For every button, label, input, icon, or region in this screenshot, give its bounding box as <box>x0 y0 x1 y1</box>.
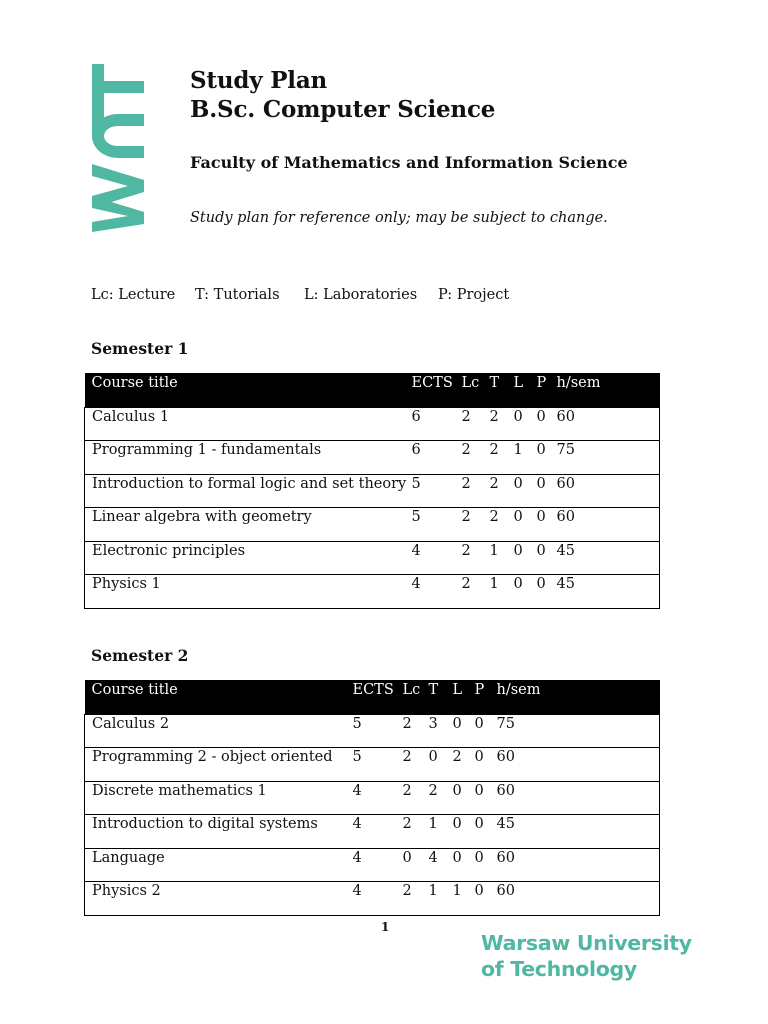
l-cell: 0 <box>514 508 537 542</box>
l-cell: 0 <box>514 575 537 609</box>
t-cell: 3 <box>429 714 453 748</box>
table-row <box>85 748 660 782</box>
semester-1-heading: Semester 1 <box>91 339 189 358</box>
hsem-cell: 45 <box>497 815 660 849</box>
ects-cell: 4 <box>412 541 462 575</box>
legend-lecture: Lc: Lecture <box>91 287 176 303</box>
table-row <box>85 575 660 609</box>
lc-cell: 0 <box>403 848 429 882</box>
p-cell: 0 <box>475 748 497 782</box>
p-cell: 0 <box>537 474 557 508</box>
course-title-cell: Electronic principles <box>85 541 412 575</box>
wordmark-line-2: of Technology <box>481 957 637 981</box>
t-cell: 2 <box>490 474 514 508</box>
col-p: P <box>475 680 497 714</box>
col-l: L <box>453 680 475 714</box>
l-cell: 1 <box>514 441 537 475</box>
t-cell: 1 <box>490 575 514 609</box>
lc-cell: 2 <box>462 541 490 575</box>
hsem-cell: 60 <box>497 882 660 916</box>
page-number: 1 <box>381 920 390 934</box>
p-cell: 0 <box>537 541 557 575</box>
hsem-cell: 60 <box>557 407 660 441</box>
hsem-cell: 60 <box>497 748 660 782</box>
col-t: T <box>490 373 514 407</box>
l-cell: 0 <box>453 714 475 748</box>
course-title-cell: Calculus 2 <box>85 714 353 748</box>
ects-cell: 5 <box>412 508 462 542</box>
hsem-cell: 45 <box>557 541 660 575</box>
l-cell: 0 <box>453 815 475 849</box>
t-cell: 2 <box>429 781 453 815</box>
lc-cell: 2 <box>403 781 429 815</box>
hsem-cell: 60 <box>557 508 660 542</box>
hsem-cell: 45 <box>557 575 660 609</box>
hsem-cell: 75 <box>557 441 660 475</box>
p-cell: 0 <box>475 815 497 849</box>
course-title-cell: Physics 1 <box>85 575 412 609</box>
p-cell: 0 <box>537 407 557 441</box>
p-cell: 0 <box>475 714 497 748</box>
col-course-title: Course title <box>85 680 353 714</box>
lc-cell: 2 <box>462 441 490 475</box>
col-lc: Lc <box>462 373 490 407</box>
table-row <box>85 815 660 849</box>
legend-laboratories: L: Laboratories <box>304 287 418 303</box>
lc-cell: 2 <box>403 882 429 916</box>
course-title-cell: Calculus 1 <box>85 407 412 441</box>
col-ects: ECTS <box>412 373 462 407</box>
l-cell: 0 <box>514 474 537 508</box>
table-row <box>85 508 660 542</box>
p-cell: 0 <box>537 508 557 542</box>
table-row <box>85 474 660 508</box>
course-title-cell: Introduction to digital systems <box>85 815 353 849</box>
ects-cell: 4 <box>353 815 403 849</box>
l-cell: 2 <box>453 748 475 782</box>
p-cell: 0 <box>475 882 497 916</box>
lc-cell: 2 <box>462 474 490 508</box>
table-row <box>85 407 660 441</box>
lc-cell: 2 <box>403 714 429 748</box>
course-title-cell: Physics 2 <box>85 882 353 916</box>
col-ects: ECTS <box>353 680 403 714</box>
ects-cell: 4 <box>353 882 403 916</box>
p-cell: 0 <box>537 441 557 475</box>
page-title: Study Plan <box>190 67 328 94</box>
col-hsem: h/sem <box>557 373 660 407</box>
course-title-cell: Programming 1 - fundamentals <box>85 441 412 475</box>
t-cell: 1 <box>429 882 453 916</box>
legend-tutorials: T: Tutorials <box>195 287 280 303</box>
course-title-cell: Language <box>85 848 353 882</box>
course-title-cell: Programming 2 - object oriented <box>85 748 353 782</box>
ects-cell: 4 <box>353 781 403 815</box>
legend <box>91 287 509 303</box>
col-t: T <box>429 680 453 714</box>
l-cell: 0 <box>453 848 475 882</box>
ects-cell: 4 <box>412 575 462 609</box>
ects-cell: 6 <box>412 407 462 441</box>
lc-cell: 2 <box>403 748 429 782</box>
col-course-title: Course title <box>85 373 412 407</box>
hsem-cell: 60 <box>497 848 660 882</box>
faculty-name: Faculty of Mathematics and Information Science <box>190 153 628 172</box>
p-cell: 0 <box>537 575 557 609</box>
course-title-cell: Linear algebra with geometry <box>85 508 412 542</box>
wut-logo-icon <box>88 64 146 232</box>
ects-cell: 5 <box>353 748 403 782</box>
semester-1-rows <box>85 407 660 608</box>
table-row <box>85 882 660 916</box>
col-p: P <box>537 373 557 407</box>
ects-cell: 4 <box>353 848 403 882</box>
table-header-row <box>85 680 660 714</box>
semester-2-rows <box>85 714 660 915</box>
title-block <box>190 66 495 124</box>
legend-project: P: Project <box>438 287 510 303</box>
university-wordmark <box>481 930 692 982</box>
hsem-cell: 75 <box>497 714 660 748</box>
col-hsem: h/sem <box>497 680 660 714</box>
p-cell: 0 <box>475 848 497 882</box>
t-cell: 0 <box>429 748 453 782</box>
table-row <box>85 848 660 882</box>
ects-cell: 5 <box>412 474 462 508</box>
t-cell: 2 <box>490 407 514 441</box>
table-header-row <box>85 373 660 407</box>
t-cell: 4 <box>429 848 453 882</box>
p-cell: 0 <box>475 781 497 815</box>
course-title-cell: Discrete mathematics 1 <box>85 781 353 815</box>
col-l: L <box>514 373 537 407</box>
lc-cell: 2 <box>403 815 429 849</box>
l-cell: 1 <box>453 882 475 916</box>
t-cell: 1 <box>490 541 514 575</box>
l-cell: 0 <box>453 781 475 815</box>
ects-cell: 6 <box>412 441 462 475</box>
program-title: B.Sc. Computer Science <box>190 96 496 123</box>
hsem-cell: 60 <box>497 781 660 815</box>
lc-cell: 2 <box>462 575 490 609</box>
t-cell: 1 <box>429 815 453 849</box>
table-row <box>85 541 660 575</box>
disclaimer-text: Study plan for reference only; may be subject to change. <box>190 210 608 226</box>
wordmark-line-1: Warsaw University <box>481 931 692 955</box>
hsem-cell: 60 <box>557 474 660 508</box>
semester-2-table <box>84 680 660 916</box>
ects-cell: 5 <box>353 714 403 748</box>
course-title-cell: Introduction to formal logic and set theory <box>85 474 412 508</box>
table-row <box>85 714 660 748</box>
lc-cell: 2 <box>462 508 490 542</box>
lc-cell: 2 <box>462 407 490 441</box>
t-cell: 2 <box>490 441 514 475</box>
semester-1-table <box>84 373 660 609</box>
t-cell: 2 <box>490 508 514 542</box>
l-cell: 0 <box>514 541 537 575</box>
table-row <box>85 441 660 475</box>
l-cell: 0 <box>514 407 537 441</box>
col-lc: Lc <box>403 680 429 714</box>
table-row <box>85 781 660 815</box>
semester-2-heading: Semester 2 <box>91 646 189 665</box>
